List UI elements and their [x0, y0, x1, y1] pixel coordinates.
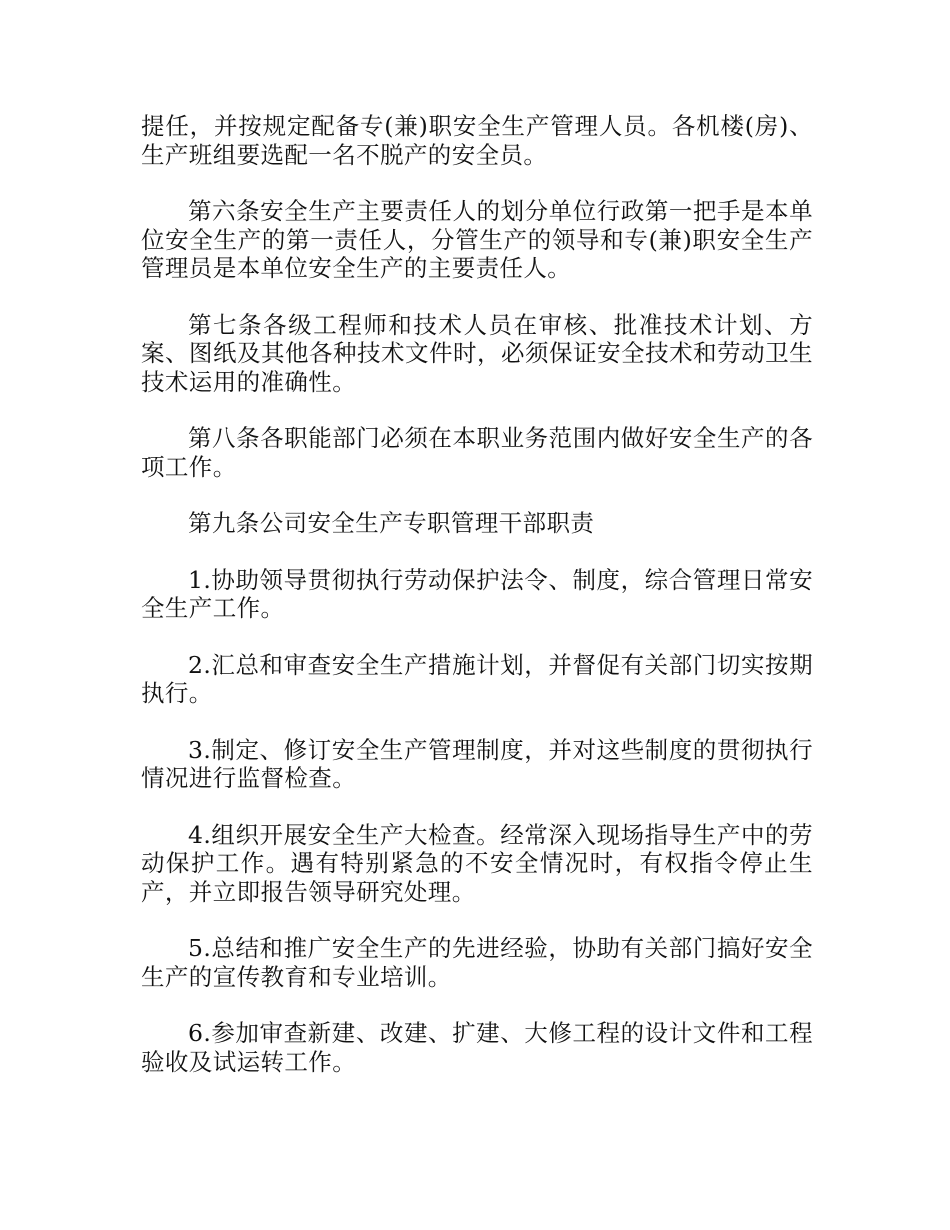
list-item-5: 5.总结和推广安全生产的先进经验，协助有关部门搞好安全生产的宣传教育和专业培训。 — [141, 934, 813, 991]
paragraph-continued: 提任，并按规定配备专(兼)职安全生产管理人员。各机楼(房)、生产班组要选配一名不脱产的安全员。 — [141, 112, 813, 169]
document-page — [141, 112, 813, 1104]
list-item-4: 4.组织开展安全生产大检查。经常深入现场指导生产中的劳动保护工作。遇有特别紧急的不安全情况时，有权指令停止生产，并立即报告领导研究处理。 — [141, 820, 813, 906]
paragraph-article-7: 第七条各级工程师和技术人员在审核、批准技术计划、方案、图纸及其他各种技术文件时，必须保证安全技术和劳动卫生技术运用的准确性。 — [141, 310, 813, 396]
paragraph-article-9-heading: 第九条公司安全生产专职管理干部职责 — [188, 509, 595, 537]
paragraph-article-8: 第八条各职能部门必须在本职业务范围内做好安全生产的各项工作。 — [141, 424, 813, 481]
list-item-1: 1.协助领导贯彻执行劳动保护法令、制度，综合管理日常安全生产工作。 — [141, 565, 813, 622]
list-item-2: 2.汇总和审查安全生产措施计划，并督促有关部门切实按期执行。 — [141, 650, 813, 707]
list-item-6: 6.参加审查新建、改建、扩建、大修工程的设计文件和工程验收及试运转工作。 — [141, 1019, 813, 1076]
list-item-3: 3.制定、修订安全生产管理制度，并对这些制度的贯彻执行情况进行监督检查。 — [141, 735, 813, 792]
paragraph-article-6: 第六条安全生产主要责任人的划分单位行政第一把手是本单位安全生产的第一责任人，分管生产的领导和专(兼)职安全生产管理员是本单位安全生产的主要责任人。 — [141, 197, 813, 282]
